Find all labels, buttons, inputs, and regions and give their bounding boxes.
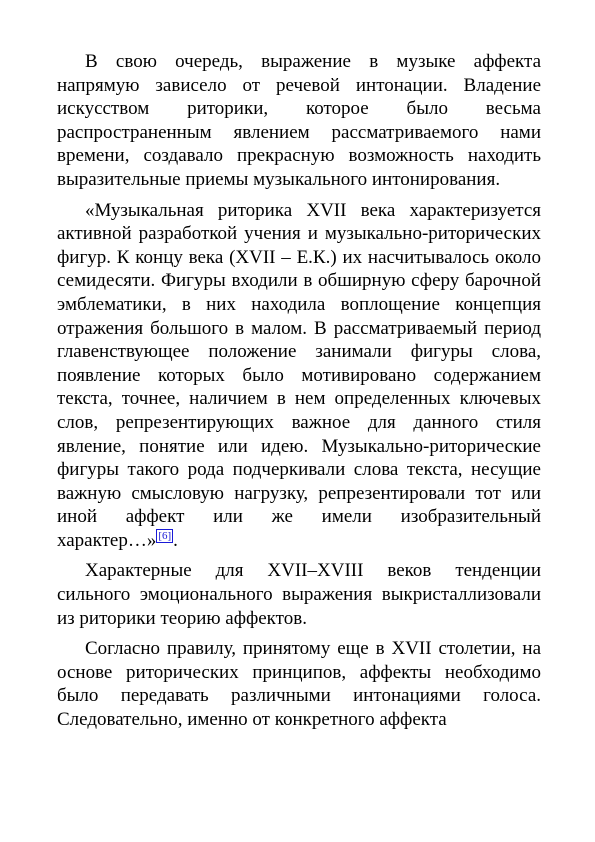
paragraph-4 xyxy=(57,637,541,731)
footnote-reference-link[interactable]: [6] xyxy=(158,529,172,542)
paragraph-2 xyxy=(57,199,541,553)
paragraph-1 xyxy=(57,50,541,192)
paragraph-3-text: Характерные для XVII–XVIII веков тенденции сильного эмоционального выражения выкристаллизовали из риторики теорию аффектов. xyxy=(57,560,541,629)
body-text xyxy=(57,50,541,732)
paragraph-2-end-punctuation: . xyxy=(173,529,178,551)
paragraph-1-text: В свою очередь, выражение в музыке аффекта напрямую зависело от речевой интонации. Владение искусством риторики, которое было весьма распространенным явлением рассматриваемого нами времени, создавало прекрасную возможность находить выразительные приемы музыкального интонирования. xyxy=(57,51,541,190)
paragraph-4-text: Согласно правилу, принятому еще в XVII столетии, на основе риторических принципов, аффекты необходимо было передавать различными интонациями голоса. Следовательно, именно от конкретного аффекта xyxy=(57,638,541,731)
paragraph-2-text: «Музыкальная риторика XVII века характеризуется активной разработкой учения и музыкально-риторических фигур. К концу века (XVII – Е.К.) их насчитывалось около семидесяти. Фигуры входили в обширную сферу барочной эмблематики, в них находила воплощение концепция отражения большого в малом. В рассматриваемый период главенствующее положение занимали фигуры слова, появление которых было мотивировано содержанием текста, точнее, наличием в нем определенных ключевых слов, репрезентирующих важное для данного стиля явление, понятие или идею. Музыкально-риторические фигуры такого рода подчеркивали слова текста, несущие важную смысловую нагрузку, репрезентировали тот или иной аффект или же имели изобразительный характер…» xyxy=(57,199,541,551)
paragraph-3 xyxy=(57,559,541,630)
